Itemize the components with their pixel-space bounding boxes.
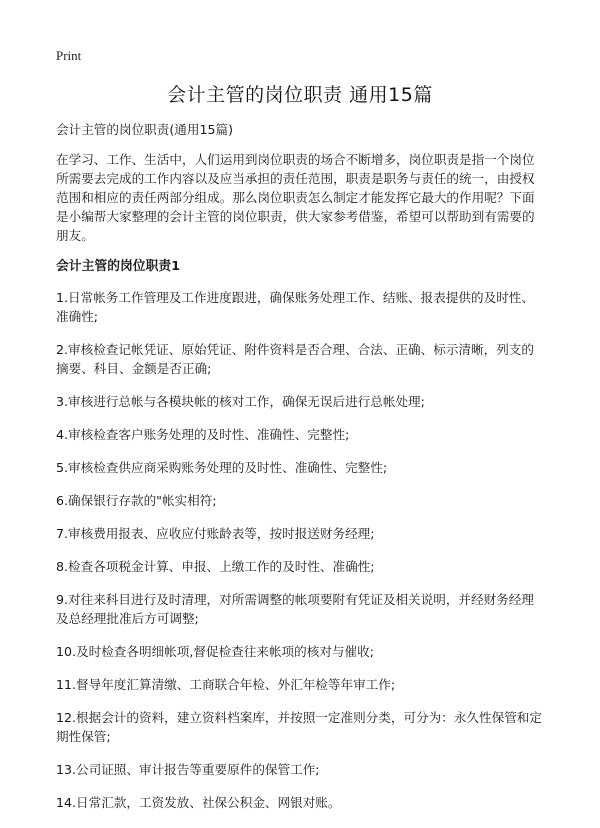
duty-item: 3.审核进行总帐与各模块帐的核对工作，确保无误后进行总帐处理; — [56, 394, 425, 409]
document-body — [56, 120, 544, 826]
section-heading: 会计主管的岗位职责1 — [56, 259, 181, 274]
duty-item: 2.审核检查记帐凭证、原始凭证、附件资料是否合理、合法、正确、标示清晰，列支的摘要、科目、金额是否正确; — [56, 342, 534, 376]
duty-item: 12.根据会计的资料，建立资料档案库，并按照一定准则分类，可分为：永久性保管和定期性保管; — [56, 710, 542, 744]
duty-item: 4.审核检查客户账务处理的及时性、准确性、完整性; — [56, 427, 350, 442]
intro-paragraph: 在学习、工作、生活中，人们运用到岗位职责的场合不断增多，岗位职责是指一个岗位所需要去完成的工作内容以及应当承担的责任范围，职责是职务与责任的统一，由授权范围和相应的责任两部分组成。那么岗位职责怎么制定才能发挥它最大的作用呢？下面是小编帮大家整理的会计主管的岗位职责，供大家参考借鉴，希望可以帮助到有需要的朋友。 — [56, 152, 535, 243]
print-link[interactable]: Print — [56, 48, 82, 63]
document-subtitle: 会计主管的岗位职责(通用15篇) — [56, 122, 233, 137]
duty-item: 10.及时检查各明细帐项,督促检查往来帐项的核对与催收; — [56, 644, 374, 659]
duty-item: 8.检查各项税金计算、申报、上缴工作的及时性、准确性; — [56, 559, 375, 574]
duty-item: 1.日常帐务工作管理及工作进度跟进，确保账务处理工作、结账、报表提供的及时性、准确性; — [56, 290, 534, 324]
duty-item: 13.公司证照、审计报告等重要原件的保管工作; — [56, 762, 320, 777]
duty-item: 9.对往来科目进行及时清理，对所需调整的帐项要附有凭证及相关说明，并经财务经理及总经理批准后方可调整; — [56, 592, 534, 626]
duty-item: 14.日常汇款，工资发放、社保公积金、网银对账。 — [56, 795, 341, 810]
document-title: 会计主管的岗位职责 通用15篇 — [167, 84, 433, 106]
duty-item: 6.确保银行存款的"帐实相符; — [56, 493, 217, 508]
duty-item: 5.审核检查供应商采购账务处理的及时性、准确性、完整性; — [56, 460, 388, 475]
duty-list — [56, 288, 544, 812]
duty-item: 11.督导年度汇算清缴、工商联合年检、外汇年检等年审工作; — [56, 677, 396, 692]
duty-item: 7.审核费用报表、应收应付账龄表等，按时报送财务经理; — [56, 526, 375, 541]
